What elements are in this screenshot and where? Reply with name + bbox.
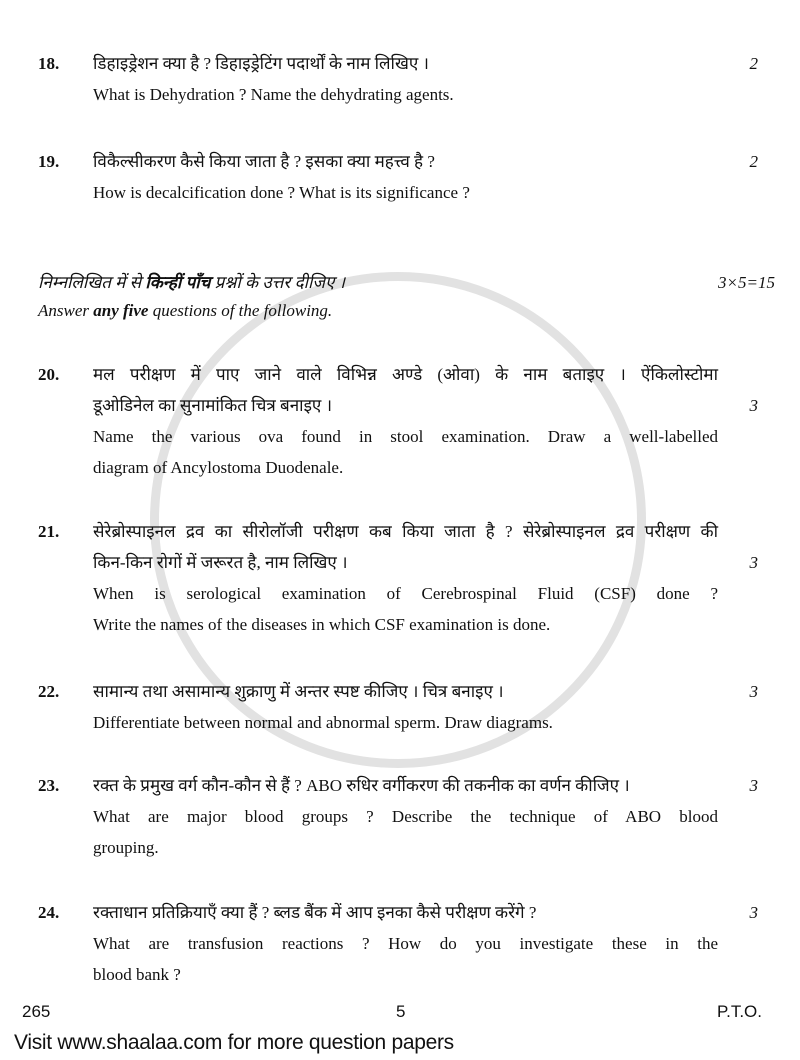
question-hindi: सेरेब्रोस्पाइनल द्रव का सीरोलॉजी परीक्षण कब किया जाता है ? सेरेब्रोस्पाइनल द्रव परीक्षण की — [93, 522, 718, 541]
question-english: Differentiate between normal and abnormal sperm. Draw diagrams. — [93, 713, 553, 732]
question-row — [38, 177, 758, 208]
question-english: What are major blood groups ? Describe the technique of ABO blood — [93, 807, 718, 826]
question-number: 20. — [38, 365, 60, 384]
question-row — [38, 79, 758, 110]
visit-shaalaa-link[interactable]: Visit www.shaalaa.com for more question papers — [14, 1031, 454, 1054]
question-row — [38, 770, 758, 801]
question-number: 22. — [38, 682, 60, 701]
question-english: What is Dehydration ? Name the dehydrating agents. — [93, 85, 454, 104]
question-hindi: डूओडिनेल का सुनामांकित चित्र बनाइए । — [93, 396, 333, 415]
question-row — [38, 547, 758, 578]
question-row — [38, 609, 758, 640]
question-number: 21. — [38, 522, 60, 541]
question-22 — [38, 676, 758, 738]
question-english: How is decalcification done ? What is its significance ? — [93, 183, 470, 202]
question-english: Name the various ova found in stool examination. Draw a well-labelled — [93, 427, 718, 446]
page-number: 5 — [396, 1002, 406, 1021]
question-row — [38, 452, 758, 483]
question-23 — [38, 770, 758, 863]
question-row — [38, 959, 758, 990]
question-hindi: किन-किन रोगों में जरूरत है, नाम लिखिए । — [93, 553, 348, 572]
question-21 — [38, 516, 758, 640]
question-row — [38, 897, 758, 928]
section-instruction-hindi — [38, 269, 718, 297]
question-paper-content — [38, 48, 775, 990]
question-hindi: विकैल्सीकरण कैसे किया जाता है ? इसका क्या महत्त्व है ? — [93, 152, 435, 171]
text: प्रश्नों के उत्तर दीजिए । — [210, 273, 346, 292]
text: questions of the following. — [148, 301, 333, 320]
question-marks: 3 — [749, 903, 758, 922]
question-english: Write the names of the diseases in which CSF examination is done. — [93, 615, 551, 634]
question-row — [38, 578, 758, 609]
question-row — [38, 928, 758, 959]
please-turn-over: P.T.O. — [716, 1002, 762, 1021]
section-marks: 3×5=15 — [718, 273, 775, 292]
question-row — [38, 801, 758, 832]
question-row — [38, 516, 758, 547]
question-hindi: रक्त के प्रमुख वर्ग कौन-कौन से हैं ? ABO रुधिर वर्गीकरण की तकनीक का वर्णन कीजिए । — [93, 776, 630, 795]
question-19 — [38, 146, 758, 208]
question-marks: 3 — [749, 396, 758, 415]
question-row — [38, 676, 758, 707]
section-instruction — [38, 269, 775, 325]
question-row — [38, 707, 758, 738]
text: निम्नलिखित में से — [38, 273, 146, 292]
question-english: blood bank ? — [93, 965, 181, 984]
question-english: diagram of Ancylostoma Duodenale. — [93, 458, 344, 477]
question-20 — [38, 359, 758, 483]
question-hindi: मल परीक्षण में पाए जाने वाले विभिन्न अण्डे (ओवा) के नाम बताइए । ऐंकिलोस्टोमा — [93, 365, 718, 384]
question-row — [38, 48, 758, 79]
question-number: 18. — [38, 54, 60, 73]
question-english: What are transfusion reactions ? How do you investigate these in the — [93, 934, 718, 953]
question-row — [38, 359, 758, 390]
question-24 — [38, 897, 758, 990]
section-instruction-english — [38, 297, 718, 325]
question-number: 19. — [38, 152, 60, 171]
text: Answer — [38, 301, 94, 320]
question-english: grouping. — [93, 838, 159, 857]
question-number: 23. — [38, 776, 60, 795]
question-marks: 3 — [749, 682, 758, 701]
question-row — [38, 146, 758, 177]
question-marks: 2 — [749, 54, 758, 73]
question-number: 24. — [38, 903, 60, 922]
question-18 — [38, 48, 758, 110]
question-row — [38, 832, 758, 863]
instruction-row — [38, 297, 758, 325]
question-hindi: रक्ताधान प्रतिक्रियाएँ क्या हैं ? ब्लड बैंक में आप इनका कैसे परीक्षण करेंगे ? — [93, 903, 537, 922]
question-marks: 3 — [749, 553, 758, 572]
question-row — [38, 390, 758, 421]
instruction-row — [38, 269, 775, 297]
question-marks: 2 — [749, 152, 758, 171]
question-english: When is serological examination of Cerebrospinal Fluid (CSF) done ? — [93, 584, 718, 603]
question-hindi: सामान्य तथा असामान्य शुक्राणु में अन्तर स्पष्ट कीजिए । चित्र बनाइए । — [93, 682, 504, 701]
emphasis: किन्हीं पाँच — [145, 273, 211, 292]
emphasis: any five — [93, 301, 149, 320]
question-marks: 3 — [749, 776, 758, 795]
question-row — [38, 421, 758, 452]
paper-code: 265 — [22, 1002, 51, 1021]
question-hindi: डिहाइड्रेशन क्या है ? डिहाइड्रेटिंग पदार्थों के नाम लिखिए । — [93, 54, 429, 73]
